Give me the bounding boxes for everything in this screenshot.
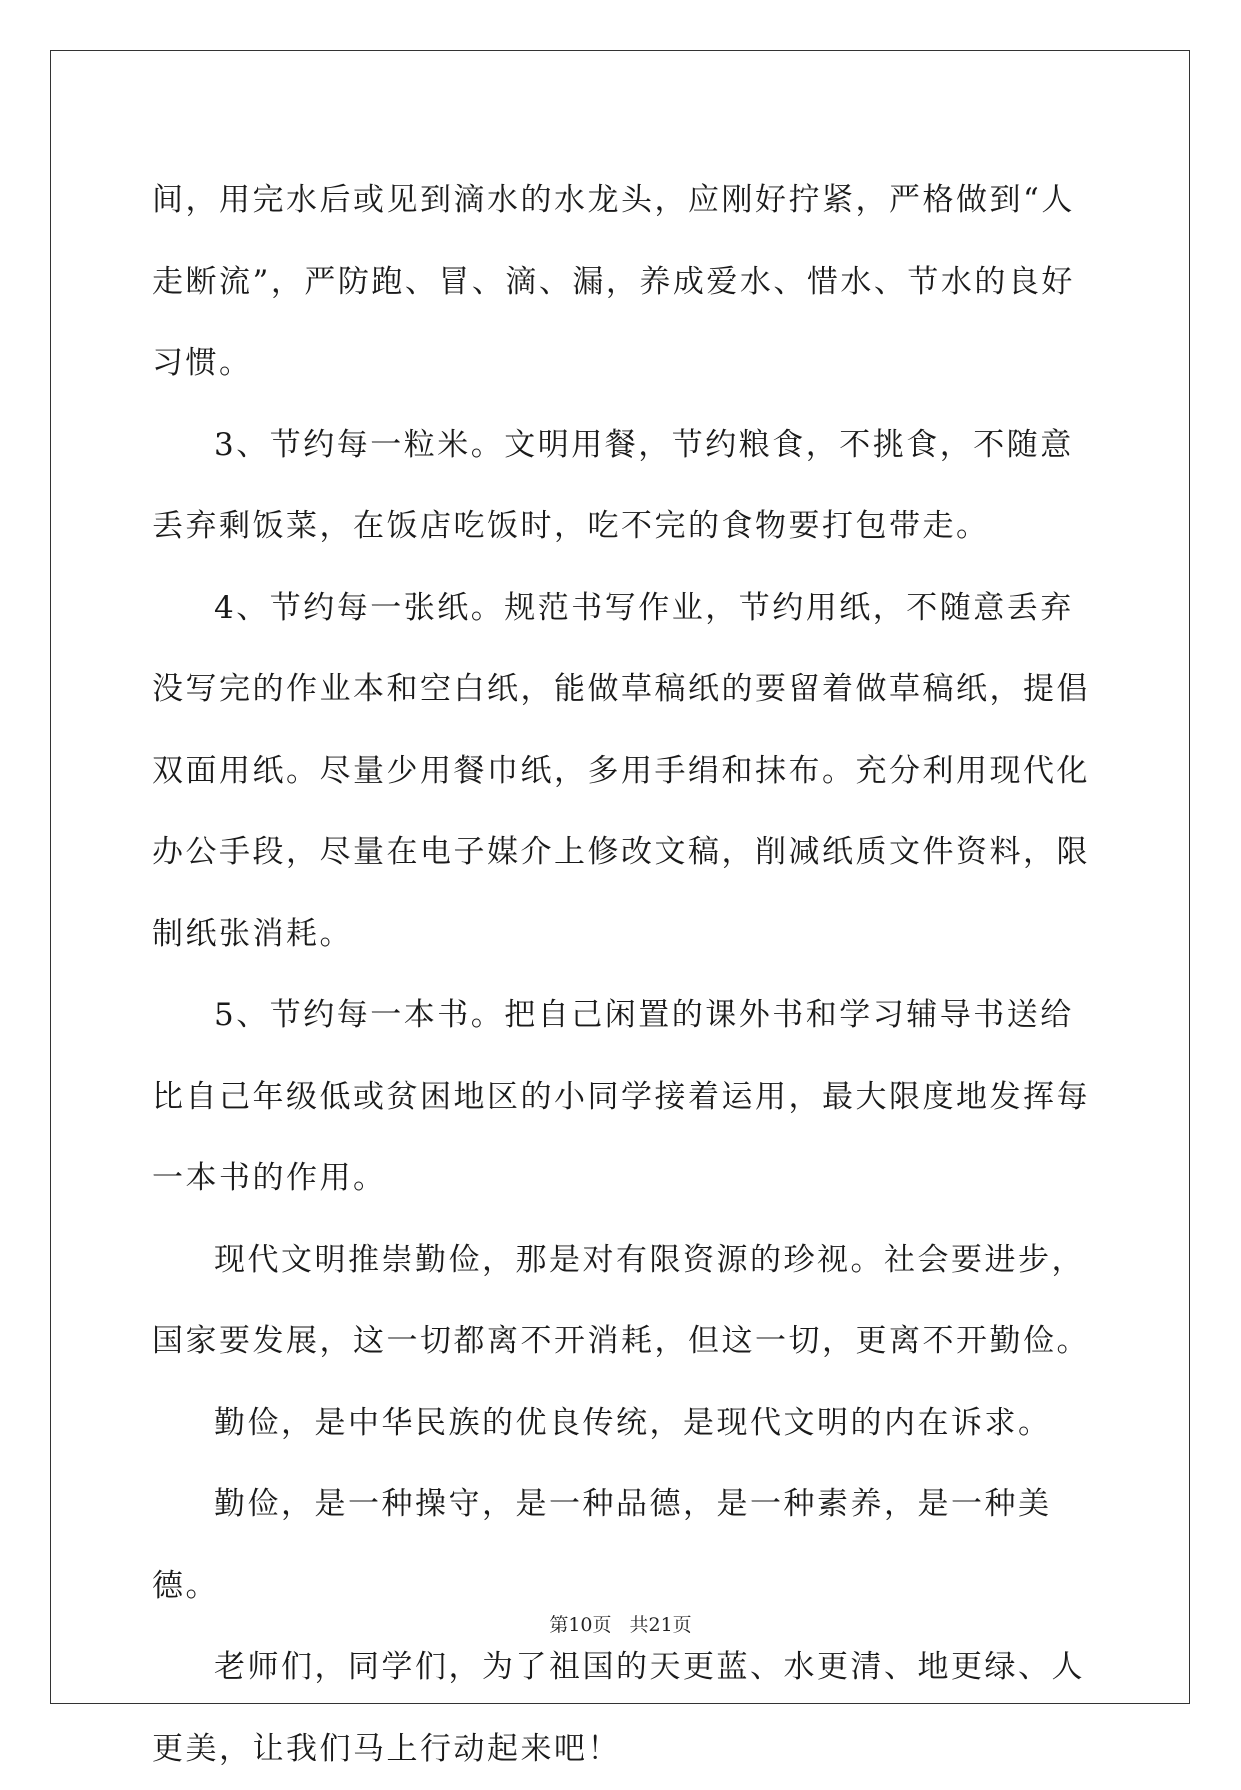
paragraph-item-4: 4、节约每一张纸。规范书写作业，节约用纸，不随意丢弃没写完的作业本和空白纸，能做草稿纸的要留着做草稿纸，提倡双面用纸。尽量少用餐巾纸，多用手绢和抹布。充分利用现代化办公手段，尽量在电子媒介上修改文稿，削减纸质文件资料，限制纸张消耗。 xyxy=(152,589,1090,952)
paragraph-virtue: 勤俭，是一种操守，是一种品德，是一种素养，是一种美德。 xyxy=(152,1486,1052,1604)
page-number: 第10页 xyxy=(549,1614,612,1636)
page-footer xyxy=(0,1610,1241,1637)
paragraph-call-to-action: 老师们，同学们，为了祖国的天更蓝、水更清、地更绿、人更美，让我们马上行动起来吧！ xyxy=(152,1649,1085,1767)
page-total: 共21页 xyxy=(629,1614,692,1636)
paragraph-frugality: 现代文明推崇勤俭，那是对有限资源的珍视。社会要进步，国家要发展，这一切都离不开消耗，但这一切，更离不开勤俭。 xyxy=(152,1241,1090,1359)
paragraph-continued: 间，用完水后或见到滴水的水龙头，应刚好拧紧，严格做到“人走断流”，严防跑、冒、滴、漏，养成爱水、惜水、节水的良好习惯。 xyxy=(152,182,1075,381)
paragraph-tradition: 勤俭，是中华民族的优良传统，是现代文明的内在诉求。 xyxy=(214,1404,1052,1441)
paragraph-item-3: 3、节约每一粒米。文明用餐，节约粮食，不挑食，不随意丢弃剩饭菜，在饭店吃饭时，吃不完的食物要打包带走。 xyxy=(152,426,1074,544)
paragraph-item-5: 5、节约每一本书。把自己闲置的课外书和学习辅导书送给比自己年级低或贫困地区的小同学接着运用，最大限度地发挥每一本书的作用。 xyxy=(152,997,1090,1196)
document-body xyxy=(152,160,1092,1790)
